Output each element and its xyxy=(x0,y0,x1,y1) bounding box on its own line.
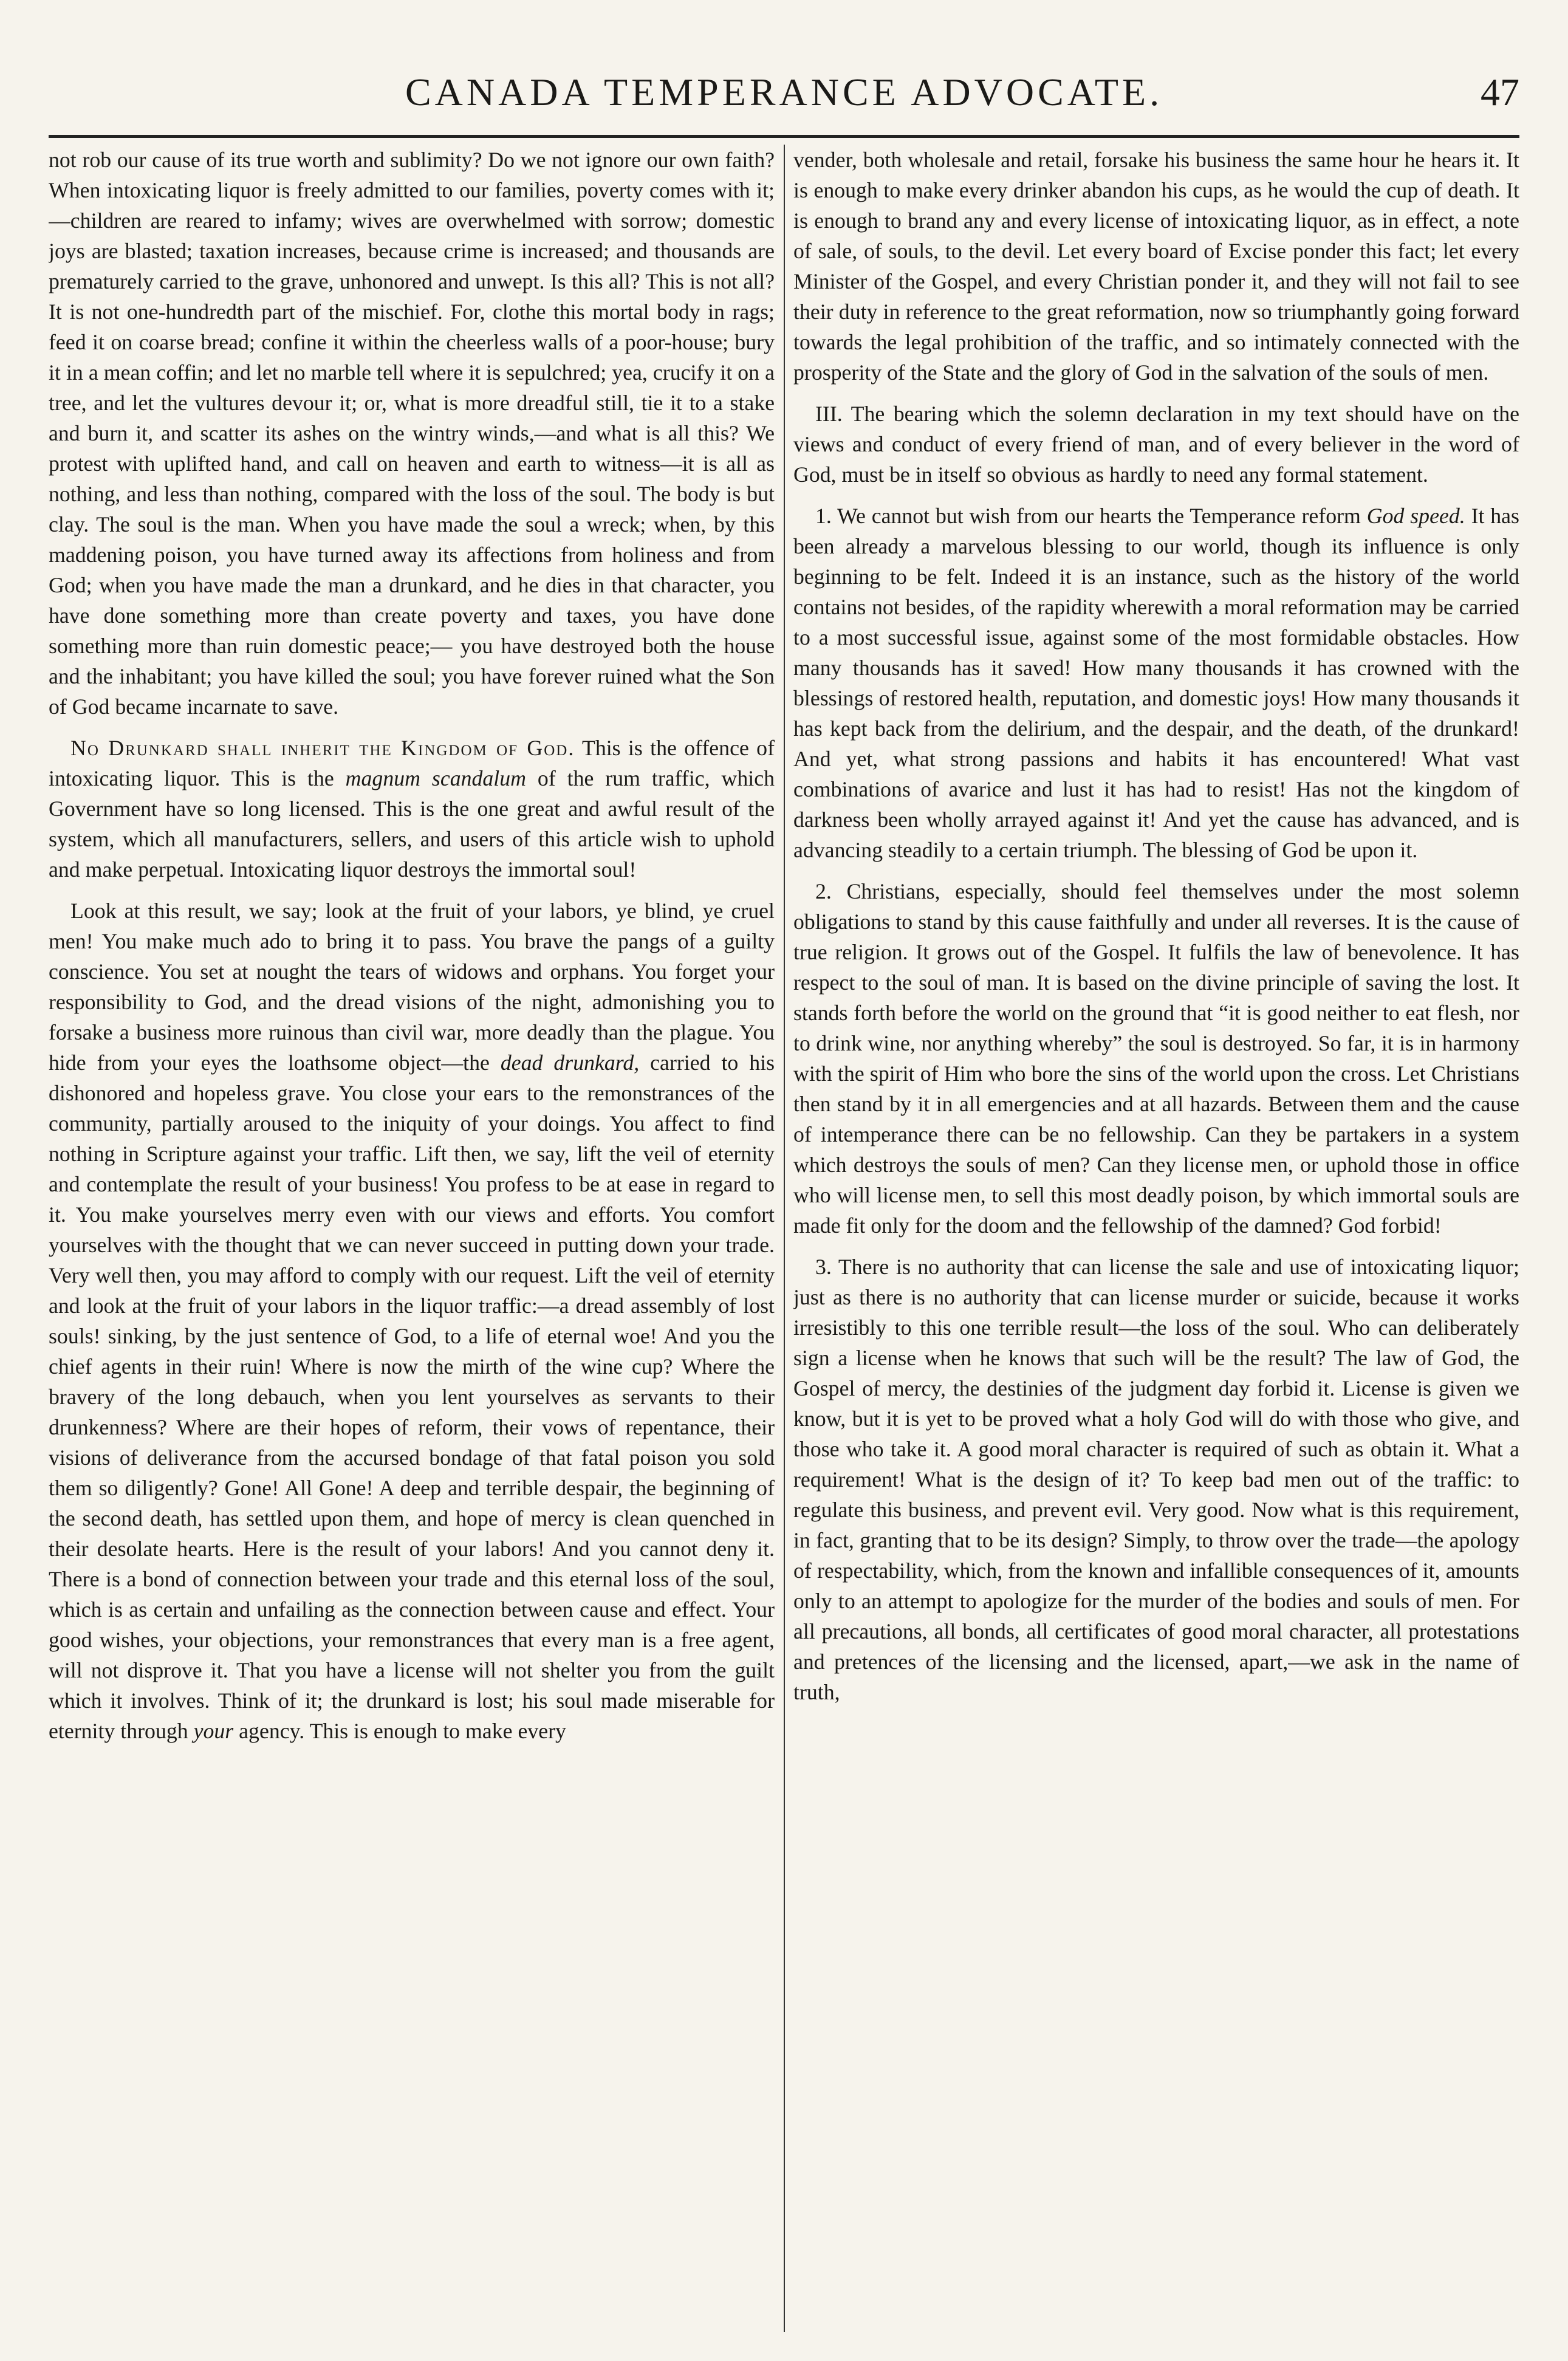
section-heading: No Drunkard shall inherit the Kingdom of God. xyxy=(70,736,575,760)
header-rule xyxy=(49,135,1519,138)
running-title: CANADA TEMPERANCE ADVOCATE. xyxy=(405,70,1163,114)
paragraph: 1. We cannot but wish from our hearts the Temperance reform God speed. It has been already a marvelous blessing to our world, though its influence is only beginning to be felt. Indeed it is an instance, such as the history of the world contains not besides, of the rapidity wherewith a moral reformation may be carried to a most successful issue, against some of the most formidable obstacles. How many thousands has it saved! How many thousands it has crowned with the blessings of restored health, reputation, and domestic joys! How many thousands it has kept back from the delirium, and the despair, and the death, of the drunkard! And yet, what strong passions and habits it has encountered! What vast combinations of avarice and lust it has had to resist! Has not the kingdom of darkness been wholly arrayed against it! And yet the cause has advanced, and is advancing steadily to a certain triumph. The blessing of God be upon it. xyxy=(793,504,1519,862)
page-number: 47 xyxy=(1481,70,1519,114)
left-column xyxy=(49,145,775,2332)
page-header xyxy=(49,70,1519,137)
column-divider xyxy=(784,145,785,2332)
paragraph: Look at this result, we say; look at the fruit of your labors, ye blind, ye cruel men! You make much ado to bring it to pass. You brave the pangs of a guilty conscience. You set at nought the tears of widows and orphans. You forget your responsibility to God, and the dread visions of the night, admonishing you to forsake a business more ruinous than civil war, more deadly than the plague. You hide from your eyes the loathsome object—the dead drunkard, carried to his dishonored and hopeless grave. You close your ears to the remonstrances of the community, partially aroused to the iniquity of your doings. You affect to find nothing in Scripture against your traffic. Lift then, we say, lift the veil of eternity and contemplate the result of your business! You profess to be at ease in regard to it. You make yourselves merry even with our views and efforts. You comfort yourselves with the thought that we can never succeed in putting down your trade. Very well then, you may afford to comply with our request. Lift the veil of eternity and look at the fruit of your labors in the liquor traffic:—a dread assembly of lost souls! sinking, by the just sentence of God, to a life of eternal woe! And you the chief agents in their ruin! Where is now the mirth of the wine cup? Where the bravery of the long debauch, when you lent yourselves as servants to their drunkenness? Where are their hopes of reform, their vows of repentance, their visions of deliverance from the accursed bondage of that fatal poison you sold them so diligently? Gone! All Gone! A deep and terrible despair, the beginning of the second death, has settled upon them, and hope of mercy is clean quenched in their desolate hearts. Here is the result of your labors! And you cannot deny it. There is a bond of connection between your trade and this eternal loss of the soul, which is as certain and unfailing as the connection between cause and effect. Your good wishes, your objections, your remonstrances that every man is a free agent, will not disprove it. That you have a license will not shelter you from the guilt which it involves. Think of it; the drunkard is lost; his soul made miserable for eternity through your agency. This is enough to make every xyxy=(49,899,775,1743)
paragraph: 2. Christians, especially, should feel themselves under the most solemn obligations to stand by this cause faithfully and under all reverses. It is the cause of true religion. It grows out of the Gospel. It fulfils the law of benevolence. It has respect to the soul of man. It is based on the divine principle of saving the lost. It stands forth before the world on the ground that “it is good neither to eat flesh, nor to drink wine, nor anything whereby” the soul is destroyed. So far, it is in harmony with the spirit of Him who bore the sins of the world upon the cross. Let Christians then stand by it in all emergencies and at all hazards. Between them and the cause of intemperance there can be no fellowship. Can they be partakers in a system which destroys the souls of men? Can they license men, or uphold those in office who will license men, to sell this most deadly poison, by which immortal souls are made fit only for the doom and the fellowship of the damned? God forbid! xyxy=(793,879,1519,1238)
paragraph: No Drunkard shall inherit the Kingdom of God. This is the offence of intoxicating liquor. This is the magnum scandalum of the rum traffic, which Government have so long licensed. This is the one great and awful result of the system, which all manufacturers, sellers, and users of this article wish to uphold and make perpetual. Intoxicating liquor destroys the immortal soul! xyxy=(49,736,775,882)
paragraph: III. The bearing which the solemn declaration in my text should have on the views and conduct of every friend of man, and of every believer in the word of God, must be in itself so obvious as hardly to need any formal statement. xyxy=(793,402,1519,487)
paragraph: vender, both wholesale and retail, forsake his business the same hour he hears it. It is enough to make every drinker abandon his cups, as he would the cup of death. It is enough to brand any and every license of intoxicating liquor, as in effect, a note of sale, of souls, to the devil. Let every board of Excise ponder this fact; let every Minister of the Gospel, and every Christian ponder it, and they will not fail to see their duty in reference to the great reformation, now so triumphantly going forward towards the legal prohibition of the traffic, and so intimately connected with the prosperity of the State and the glory of God in the salvation of the souls of men. xyxy=(793,148,1519,385)
paragraph: not rob our cause of its true worth and sublimity? Do we not ignore our own faith? When intoxicating liquor is freely admitted to our families, poverty comes with it;—children are reared to infamy; wives are overwhelmed with sorrow; domestic joys are blasted; taxation increases, because crime is increased; and thousands are prematurely carried to the grave, unhonored and unwept. Is this all? This is not all? It is not one-hundredth part of the mischief. For, clothe this mortal body in rags; feed it on coarse bread; confine it within the cheerless walls of a poor-house; bury it in a mean coffin; and let no marble tell where it is sepulchred; yea, crucify it on a tree, and let the vultures devour it; or, what is more dreadful still, tie it to a stake and burn it, and scatter its ashes on the wintry winds,—and what is all this? We protest with uplifted hand, and call on heaven and earth to witness—it is all as nothing, and less than nothing, compared with the loss of the soul. The body is but clay. The soul is the man. When you have made the soul a wreck; when, by this maddening poison, you have turned away its affections from holiness and from God; when you have made the man a drunkard, and he dies in that character, you have done something more than create poverty and taxes, you have done something more than ruin domestic peace;— you have destroyed both the house and the inhabitant; you have killed the soul; you have forever ruined what the Son of God became incarnate to save. xyxy=(49,148,775,719)
paragraph: 3. There is no authority that can license the sale and use of intoxicating liquor; just as there is no authority that can license murder or suicide, because it works irresistibly to this one terrible result—the loss of the soul. Who can deliberately sign a license when he knows that such will be the result? The law of God, the Gospel of mercy, the destinies of the judgment day forbid it. License is given we know, but it is yet to be proved what a holy God will do with those who give, and those who take it. A good moral character is required of such as obtain it. What a requirement! What is the design of it? To keep bad men out of the traffic: to regulate this business, and prevent evil. Very good. Now what is this requirement, in fact, granting that to be its design? Simply, to throw over the trade—the apology of respectability, which, from the known and infallible consequences of it, amounts only to an attempt to apologize for the murder of the bodies and souls of men. For all precautions, all bonds, all certificates of good moral character, all protestations and pretences of the licensing and the licensed, apart,—we ask in the name of truth, xyxy=(793,1255,1519,1704)
right-column xyxy=(793,145,1519,2332)
